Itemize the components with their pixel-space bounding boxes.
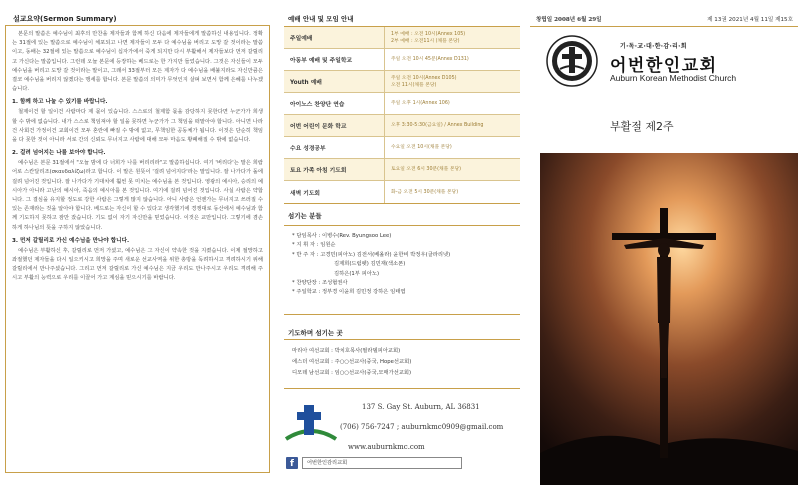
summary-paragraph-1: 철제이건 할 일이건 사람마다 제 몫이 있습니다. 스스로의 철제함 몫을 감당하지 못한다면 누군가가 희생 할 수 밖에 없습니다. 내가 스스로 책임져야 할 일을 못하면 누군가가 그 책임을 떠맡아야 합니다. 아니면 나라건 사회건 가정이건 교회이건 모두 혼란에 빠질 수 밖에 없고, 무책임한 공동체가 됩니다. 이것은 단순히 책임을 다 못한 것이 아니라 서로 간의 신뢰도 무너지고 사람에 대해 모두 마음도 황폐해질 수 밖에 없습니다. bbox=[12, 109, 263, 144]
schedule-row bbox=[284, 71, 520, 93]
summary-paragraph-3: 예수님은 부활하신 후, 갈릴리로 먼저 가셨고, 예수님은 그 자신이 약속한 것을 지켰습니다. 이제 절망하고 좌절했던 제자들을 다시 일으키시고 희망을 주며 새로운 선교사역을 위한 총방을 독려하시고 격려하시기 위해 갈릴리에서 만나주셨습니다. 그리고 먼저 갈릴리로 가신 예수님은 지금 우리도 만나주시고 우리도 격려해 주시고 부활의 능력으로 우리를 이끌어 가고 계심을 믿으시기를 바랍니다. bbox=[12, 247, 263, 282]
servant-line: * 지 휘 자 : 임원순 bbox=[292, 242, 336, 249]
prayer-title: 기도하며 섬기는 곳 bbox=[288, 329, 343, 337]
summary-heading-2: 2. 걸려 넘어지는 나를 보아야 합니다. bbox=[12, 150, 106, 157]
schedule-name: 새벽 기도회 bbox=[290, 190, 321, 197]
schedule-time: 토요일 오전 6시 30분(채플 본당) bbox=[391, 167, 461, 172]
facebook-icon[interactable]: f bbox=[286, 457, 298, 469]
schedule-row bbox=[284, 159, 520, 181]
schedule-row bbox=[284, 93, 520, 115]
prayer-line: 마리아 여선교회 : 박치호목사(필라델피아교회) bbox=[292, 348, 401, 354]
servant-line: * 담임목사 : 이병수(Rev. Byungsoo Lee) bbox=[292, 233, 392, 239]
summary-paragraph-2: 예수님은 본문 31절에서 "오늘 밤에 다 너희가 나를 버리리라"고 말씀하십니다. 여기 '버리다'는 말은 희랍어로 스칸달리조(σκανδαλίζω)라고 합니다. 이 말은 원뜻이 '걸려 넘어지다'라는 말입니다. 잘 나가다가 돌에 걸려 넘어진 것입니다. 잘 나가다가 기대치에 훨씬 못 미치는 예수님을 본 것입니다. 영광의 예시아, 승리의 예시아가 아니라 고난의 예시아, 죽음의 예시아를 본 것입니다. 여기에 걸려 넘어진 것입니다. 사실 사람은 약합니다. 그 결심을 유지할 정도로 강한 사람은 그렇게 많지 않습니다. 아니 사람은 언젠가는 무너지고 쓰러질 수 있는 존재라는 것을 알아야 합니다. 베드로는 자신이 할 수 있다고 생각했기에 경쟁대로 동산에서 예수님과 함께 기도하지 못하고 잠만 잤습니다. 기도 없이 자기 자신만을 믿었습니다. 이것은 교만입니다. 그렇기에 겸손하게 하나님의 뜻을 구하지 않았습니다. bbox=[12, 160, 263, 231]
church-name: 어번한인교회 bbox=[610, 56, 718, 76]
schedule-row bbox=[284, 49, 520, 71]
summary-heading-3: 3. 먼저 갈릴리로 가신 예수님을 만나야 합니다. bbox=[12, 237, 130, 244]
servant-line: * 찬양단장 : 조성협권사 bbox=[292, 280, 348, 287]
schedule-time: 오전 11시(채플 본당) bbox=[391, 82, 437, 88]
summary-title: 설교요약(Sermon Summary) bbox=[13, 15, 117, 23]
summary-box bbox=[5, 25, 270, 473]
schedule-row bbox=[284, 137, 520, 159]
prayer-line: 디모데 남선교회 : 임○○선교사(중국,모매가선교회) bbox=[292, 370, 412, 376]
crucifix-photo bbox=[540, 153, 798, 485]
servants-box bbox=[284, 225, 520, 315]
facebook-bar[interactable] bbox=[286, 453, 520, 473]
facebook-page-name[interactable]: 어번한인감리교회 bbox=[302, 457, 462, 469]
church-seal-icon bbox=[546, 35, 598, 87]
masthead-column bbox=[530, 13, 798, 133]
summary-heading-1: 1. 함께 하고 나눌 수 있기를 바랍니다. bbox=[12, 99, 108, 106]
founded-date: 창립일 2008년 6월 29일 bbox=[536, 17, 602, 23]
schedule-name: 토요 가족 아침 기도회 bbox=[290, 168, 347, 174]
servant-line: * 주일학교 : 정부경 이윤희 김민정 강하은 임태엽 bbox=[292, 289, 406, 296]
schedule-name: 아이노스 찬양단 연습 bbox=[290, 102, 345, 108]
servants-title: 섬기는 분들 bbox=[288, 212, 322, 220]
schedule-name: 아동부 예배 및 주일학교 bbox=[290, 58, 353, 64]
summary-intro: 본문의 말씀은 예수님이 최후의 만찬을 제자들과 함께 하신 다음에 제자들에게 말씀하신 내용입니다. 정확는 31절에 있는 말씀으로 예수님이 체포되고 나면 제자들이 모두 다 예수님을 버리고 도망 갈 것이라는 말씀이고, 동배는 32절에 있는 말씀으로 예수님이 십자가에서 죽게 되지만 다시 부활해서 제자들보다 먼저 갈릴리고 가신다는 말씀입니다. 그런데 오늘 본문에 등장하는 베드로는 한 가지만 들었습니다. 그것은 자신들이 모두 예수님을 버리고 도망 갈 것이라는 말이고, 그래서 33절부터 모든 제자가 다 예수님을 배불지라도 자신만큼은 결코 예수님을 버리지 않겠다는 맹세를 합니다. 본문 말씀의 의미가 무엇인지 살펴 보면서 함께 은혜를 나누겠습니다. bbox=[12, 31, 263, 93]
prayer-box bbox=[284, 339, 520, 389]
schedule-name: Youth 예배 bbox=[290, 80, 322, 86]
schedule-name: 주일예배 bbox=[290, 36, 313, 42]
schedule-time: 화-금 오전 5시 30분(채플 본당) bbox=[391, 189, 459, 195]
schedule-row bbox=[284, 27, 520, 49]
schedule-time: 수요일 오전 10시(채플 본당) bbox=[391, 145, 452, 150]
prayer-line: 에스더 여선교회 : 주○○선교사(중국, Hope선교회) bbox=[292, 359, 412, 365]
schedule-table bbox=[284, 26, 520, 204]
servant-line: * 반 주 자 : 고경민(피아노) 김전서(베올라) 윤한비 박정우(클라리넷) bbox=[292, 251, 451, 258]
schedule-name: 수요 성경공부 bbox=[290, 146, 326, 152]
schedule-time: 주일 오전 10시(Annex D105) bbox=[391, 75, 457, 81]
church-phone-email[interactable]: (706) 756-7247 ; auburnkmc0909@gmail.com bbox=[340, 423, 504, 431]
church-name-english: Auburn Korean Methodist Church bbox=[610, 73, 737, 83]
schedule-row bbox=[284, 181, 520, 203]
sermon-summary-column bbox=[5, 13, 270, 473]
servant-line: 김하은(1부 피아노) bbox=[334, 270, 380, 277]
methodist-cross-icon bbox=[284, 401, 338, 445]
schedule-name: 어번 어린이 문화 학교 bbox=[290, 124, 347, 130]
servant-line: 김제희(드럼펫) 김민재(색소폰) bbox=[334, 261, 406, 268]
info-column bbox=[284, 13, 520, 463]
church-website[interactable]: www.auburnkmc.com bbox=[348, 443, 425, 451]
schedule-time: 2부 예배 : 오전11시 (채플 본당) bbox=[391, 38, 460, 44]
schedule-time: 주일 오후 1시(Annex 106) bbox=[391, 101, 450, 106]
schedule-row bbox=[284, 115, 520, 137]
church-address: 137 S. Gay St. Auburn, AL 36831 bbox=[362, 403, 480, 411]
schedule-title: 예배 안내 및 모임 안내 bbox=[288, 15, 354, 23]
schedule-time: 1부 예배 : 오전 10시(Annex 105) bbox=[391, 31, 466, 37]
sermon-week: 부활절 제2주 bbox=[610, 120, 674, 133]
denomination: 기·독·교·대·한·감·리·회 bbox=[620, 43, 687, 50]
schedule-time: 오후 3:30-5:30(금요일) / Annex Building bbox=[391, 123, 484, 128]
issue-number: 제 13권 2021년 4월 11일 제15호 bbox=[707, 17, 793, 23]
issue-meta bbox=[530, 13, 798, 27]
schedule-time: 주일 오전 10시 45분(Annex D131) bbox=[391, 57, 469, 62]
church-brand bbox=[530, 27, 798, 89]
